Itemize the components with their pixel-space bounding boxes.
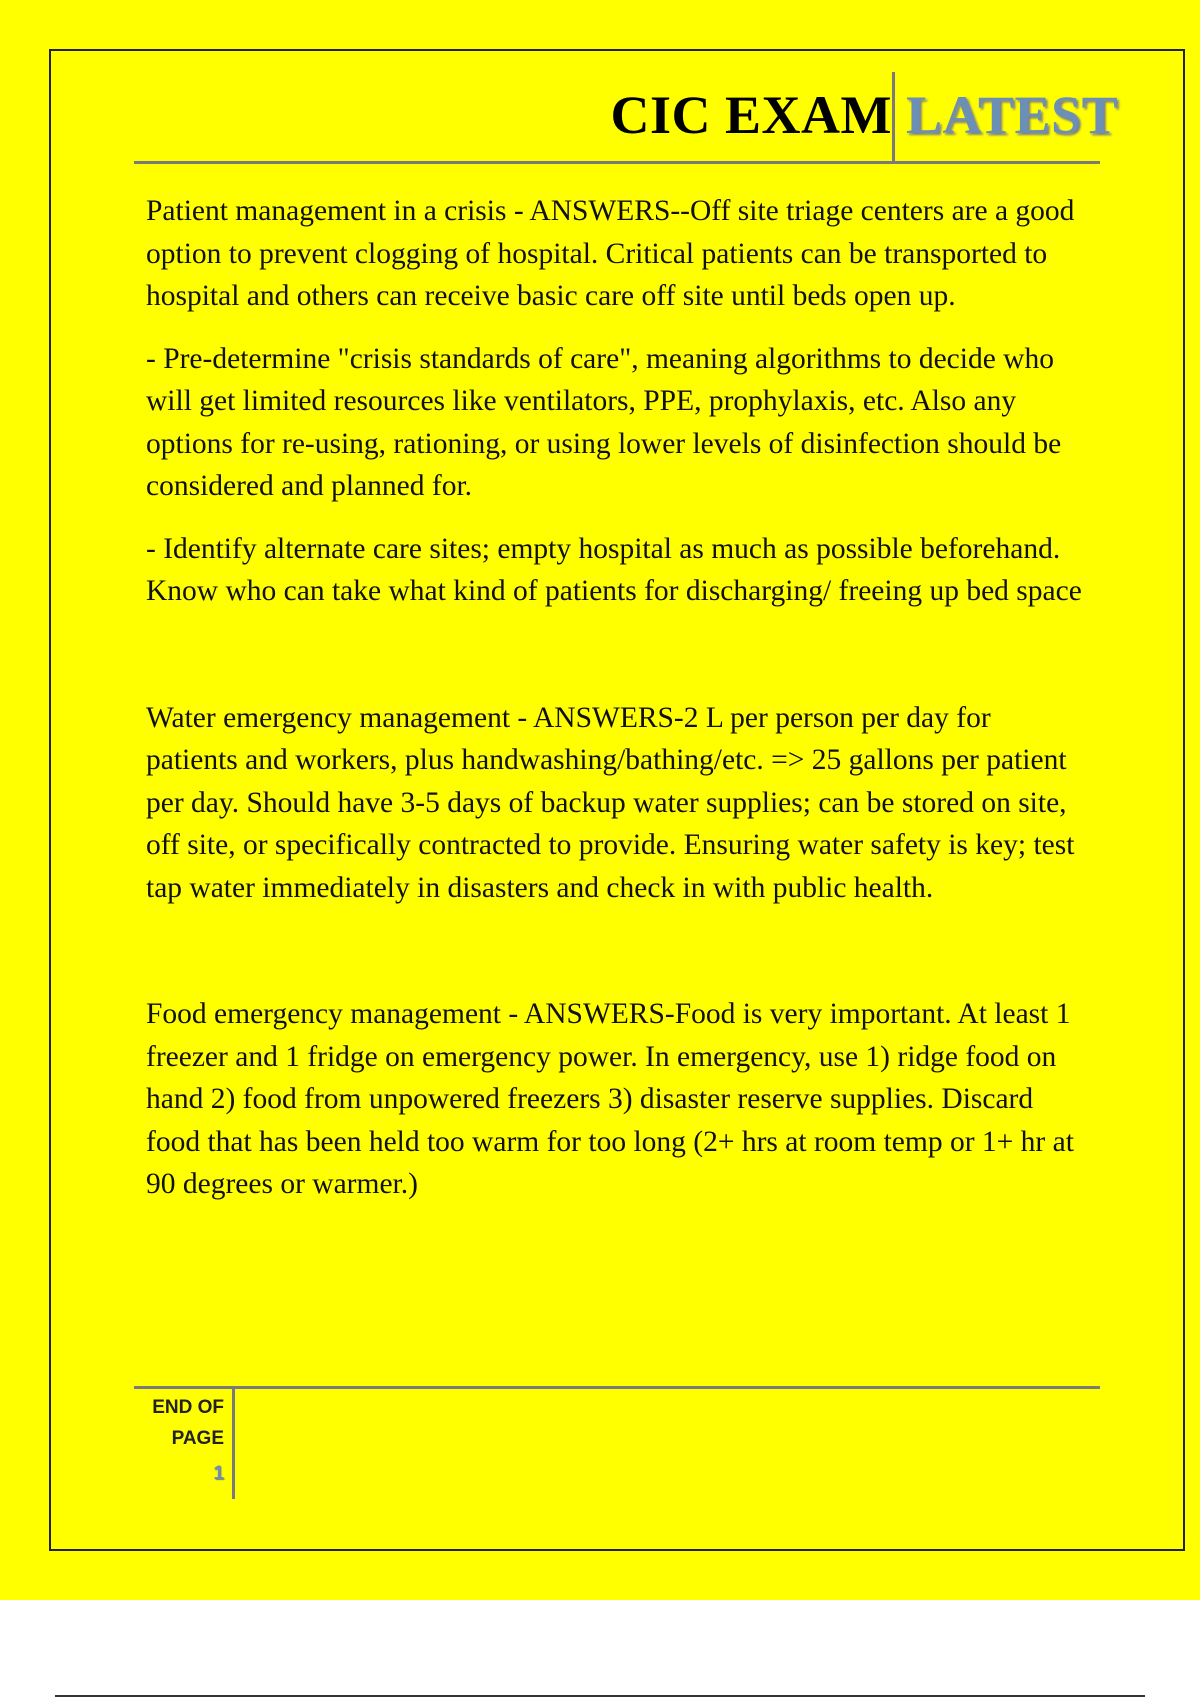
footer-label-line2: PAGE	[171, 1428, 224, 1449]
footer-label	[140, 1392, 224, 1454]
header-divider	[892, 72, 895, 164]
page-number: 1	[213, 1463, 224, 1484]
answer-paragraph: Water emergency management - ANSWERS-2 L per person per day for patients and workers, plus handwashing/bathing/etc. => 25 gallons per patient per day. Should have 3-5 days of backup water supplies; can be stored on site, off site, or specifically contracted to provide. Ensuring water safety is key; test tap water immediately in disasters and check in with public health.	[146, 701, 1075, 904]
header-title-right: LATEST	[906, 85, 1119, 145]
document-body	[146, 190, 1086, 1206]
answer-paragraph: - Pre-determine "crisis standards of care", meaning algorithms to decide who will get limited resources like ventilators, PPE, prophylaxis, etc. Also any options for re-using, rationing, or using lower levels of disinfection should be considered and planned for.	[146, 342, 1062, 502]
qa-item-patient-management	[146, 190, 1086, 613]
footer-label-line1: END OF	[152, 1397, 224, 1418]
qa-item-water-management	[146, 697, 1086, 910]
bottom-rule	[55, 1695, 1145, 1697]
header-title-left: CIC EXAM	[610, 85, 892, 145]
footer-rule	[134, 1386, 1100, 1389]
answer-paragraph: Food emergency management - ANSWERS-Food is very important. At least 1 freezer and 1 fridge on emergency power. In emergency, use 1) ridge food on hand 2) food from unpowered freezers 3) disaster reserve supplies. Discard food that has been held too warm for too long (2+ hrs at room temp or 1+ hr at 90 degrees or warmer.)	[146, 998, 1074, 1200]
answer-paragraph: Patient management in a crisis - ANSWERS--Off site triage centers are a good option to prevent clogging of hospital. Critical patients can be transported to hospital and others can receive basic care off site until beds open up.	[146, 195, 1075, 312]
document-header	[134, 70, 1119, 164]
answer-paragraph: - Identify alternate care sites; empty hospital as much as possible beforehand. Know who can take what kind of patients for discharging/ freeing up bed space	[146, 532, 1082, 607]
qa-item-food-management	[146, 993, 1086, 1206]
footer-divider	[232, 1389, 235, 1499]
